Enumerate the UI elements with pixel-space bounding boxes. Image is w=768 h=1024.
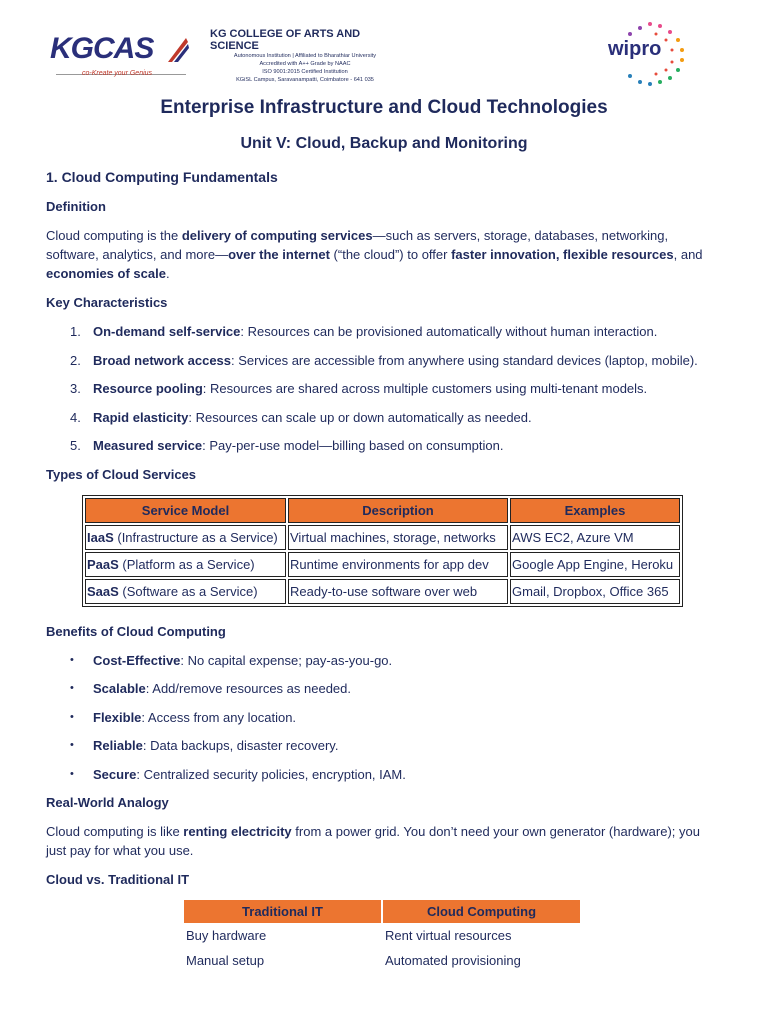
benefits-list [46, 651, 716, 784]
table-cell: SaaS (Software as a Service) [85, 579, 286, 604]
table-cell: Manual setup [186, 953, 265, 968]
table-cell: IaaS (Infrastructure as a Service) [85, 525, 286, 550]
college-info [210, 28, 410, 84]
college-line-4: KGiSL Campus, Saravanampatti, Coimbatore - 641 035 [236, 77, 374, 83]
table-row [85, 552, 680, 577]
college-line-3: ISO 9001:2015 Certified Institution [262, 69, 348, 75]
column-header: Examples [510, 498, 680, 523]
benefits-heading: Benefits of Cloud Computing [46, 623, 226, 639]
definition-heading: Definition [46, 199, 106, 214]
table-row [184, 948, 580, 973]
table-row [85, 579, 680, 604]
column-header: Description [288, 498, 508, 523]
table-cell: Virtual machines, storage, networks [288, 525, 508, 550]
list-item: • Flexible: Access from any location. [70, 709, 297, 725]
table-cell: Google App Engine, Heroku [510, 552, 680, 577]
analogy-heading: Real-World Analogy [46, 795, 169, 810]
table-cell: Ready-to-use software over web [288, 579, 508, 604]
kgcas-logo [48, 32, 198, 82]
characteristics-list [46, 322, 716, 455]
college-line-1: Autonomous Institution | Affiliated to Bharathiar University [233, 53, 377, 59]
college-name: KG COLLEGE OF ARTS AND SCIENCE [210, 28, 361, 52]
characteristics-heading: Key Characteristics [46, 295, 168, 310]
table-header-row [184, 900, 580, 923]
page-subtitle: Unit V: Cloud, Backup and Monitoring [240, 135, 528, 152]
types-heading: Types of Cloud Services [46, 466, 197, 482]
kgcas-tagline: co-Kreate your Genius [82, 70, 153, 77]
list-item: 4. Rapid elasticity: Resources can scale up or down automatically as needed. [70, 409, 532, 425]
wipro-logo [600, 18, 700, 88]
compare-table [182, 900, 582, 973]
table-cell: Runtime environments for app dev [288, 552, 508, 577]
logo-swoosh-icon [166, 34, 190, 64]
table-cell: Automated provisioning [385, 953, 521, 968]
kgcas-logo-text: KGCAS [50, 32, 154, 65]
definition-paragraph: Cloud computing is the delivery of computing services—such as servers, storage, databases, networking, software, analytics, and more—over the internet (“the cloud”) to offer faster innovation, flexible resources, and economies of scale. [46, 228, 703, 281]
page-header [0, 18, 768, 90]
table-cell: AWS EC2, Azure VM [510, 525, 680, 550]
list-item: 2. Broad network access: Services are accessible from anywhere using standard devices (laptop, mobile). [70, 352, 698, 368]
analogy-paragraph: Cloud computing is like renting electricity from a power grid. You don’t need your own generator (hardware); you just pay for what you use. [46, 824, 700, 858]
table-cell: Gmail, Dropbox, Office 365 [510, 579, 680, 604]
college-line-2: Accredited with A++ Grade by NAAC [259, 61, 351, 67]
column-header: Service Model [85, 498, 286, 523]
list-item: 1. On-demand self-service: Resources can be provisioned automatically without human interaction. [70, 324, 658, 339]
list-item: • Secure: Centralized security policies, encryption, IAM. [70, 766, 406, 782]
table-row [85, 525, 680, 550]
service-types-table [82, 495, 683, 607]
list-item: 5. Measured service: Pay-per-use model—billing based on consumption. [70, 438, 504, 453]
main-content [46, 168, 716, 973]
table-cell: PaaS (Platform as a Service) [85, 552, 286, 577]
table-header-row [85, 498, 680, 523]
page-title: Enterprise Infrastructure and Cloud Technologies [160, 97, 608, 118]
table-cell: Rent virtual resources [385, 928, 512, 943]
list-item: • Cost-Effective: No capital expense; pay-as-you-go. [70, 652, 393, 668]
column-header: Cloud Computing [383, 900, 580, 923]
list-item: • Scalable: Add/remove resources as needed. [70, 681, 351, 696]
table-cell: Buy hardware [186, 928, 267, 943]
column-header: Traditional IT [184, 900, 381, 923]
compare-heading: Cloud vs. Traditional IT [46, 872, 190, 887]
list-item: • Reliable: Data backups, disaster recovery. [70, 738, 339, 753]
table-row [184, 923, 580, 948]
list-item: 3. Resource pooling: Resources are shared across multiple customers using multi-tenant models. [70, 381, 648, 396]
wipro-text: wipro [608, 38, 662, 60]
section-heading: 1. Cloud Computing Fundamentals [46, 169, 278, 185]
